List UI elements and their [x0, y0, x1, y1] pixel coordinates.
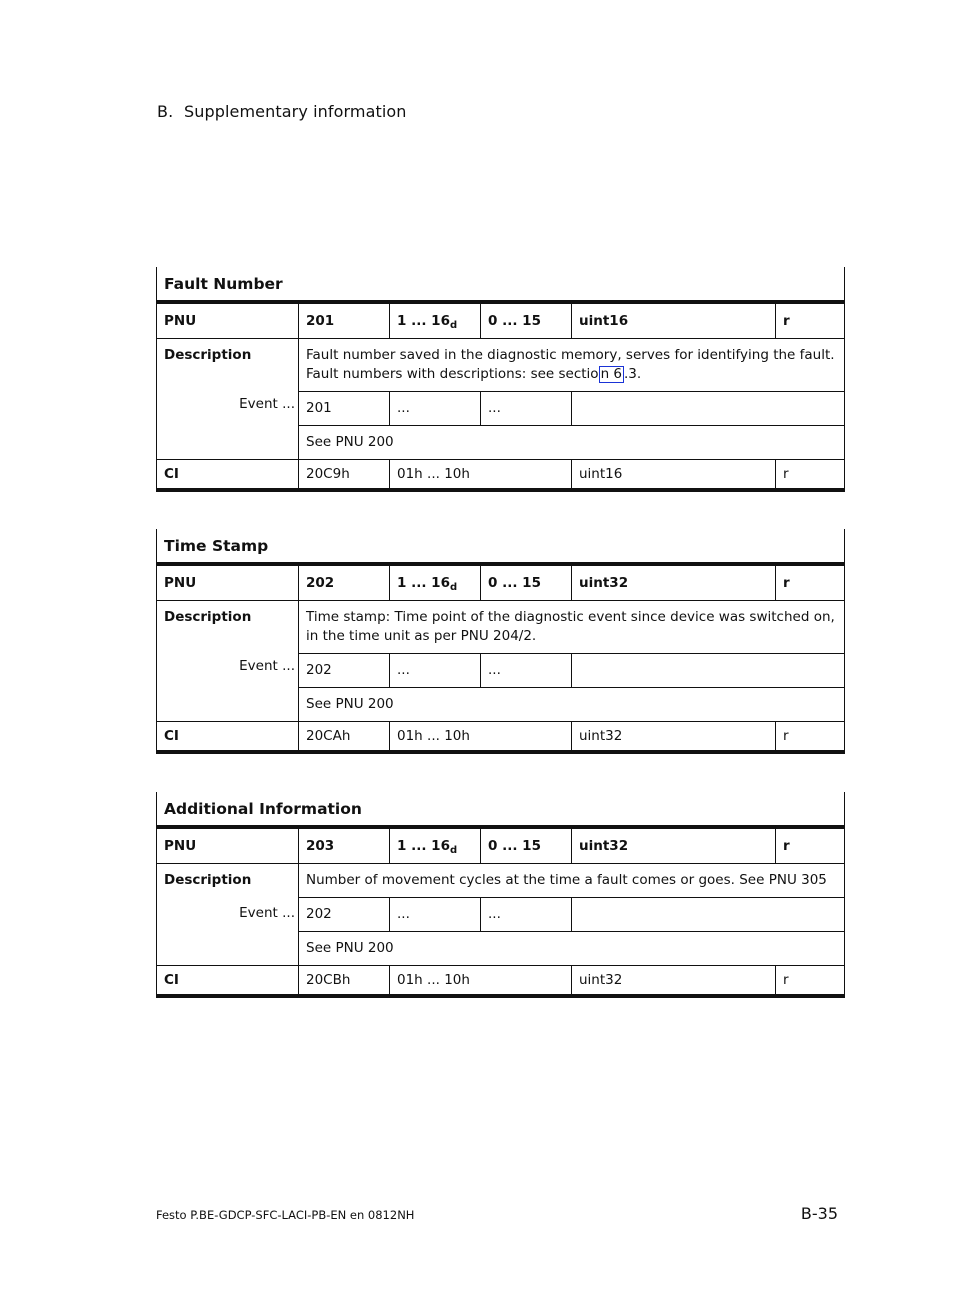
- event-label: Event ...: [239, 658, 295, 674]
- description-label: Description: [164, 347, 252, 363]
- parameter-table-fault-number: [156, 267, 845, 492]
- pnu-label: PNU: [157, 564, 299, 601]
- ci-access: r: [776, 966, 845, 997]
- subindex-range: 1 ... $16_d$: [390, 302, 481, 339]
- ci-row: [157, 460, 845, 491]
- data-type: uint32: [572, 827, 776, 864]
- section-number: B.: [157, 102, 174, 121]
- ci-subindex: 01h ... 10h: [390, 966, 572, 997]
- footer-doc-id: Festo P.BE-GDCP-SFC-LACI-PB-EN en 0812NH: [156, 1208, 415, 1222]
- event-col3: ...: [481, 654, 572, 688]
- section-title: Supplementary information: [184, 102, 407, 121]
- parameter-table-additional-information: [156, 792, 845, 998]
- ci-index: 20CAh: [299, 722, 390, 753]
- event-col2: ...: [390, 392, 481, 426]
- value-range: 0 ... 15: [481, 564, 572, 601]
- event-label: Event ...: [239, 905, 295, 921]
- event-empty: [572, 392, 845, 426]
- ci-type: uint32: [572, 722, 776, 753]
- value-range: 0 ... 15: [481, 302, 572, 339]
- section-header: [157, 102, 407, 121]
- parameter-table-time-stamp: [156, 529, 845, 754]
- ci-type: uint32: [572, 966, 776, 997]
- access-mode: r: [776, 302, 845, 339]
- pnu-number: 201: [299, 302, 390, 339]
- description-label-cell: [157, 339, 299, 460]
- ci-index: 20CBh: [299, 966, 390, 997]
- description-label-cell: [157, 864, 299, 966]
- ci-label: CI: [157, 966, 299, 997]
- ci-subindex: 01h ... 10h: [390, 460, 572, 491]
- see-reference: See PNU 200: [299, 688, 845, 722]
- see-reference: See PNU 200: [299, 932, 845, 966]
- pnu-row: [157, 302, 845, 339]
- event-col2: ...: [390, 654, 481, 688]
- ci-row: [157, 966, 845, 997]
- pnu-label: PNU: [157, 827, 299, 864]
- event-col1: 202: [299, 654, 390, 688]
- see-reference: See PNU 200: [299, 426, 845, 460]
- table-title: Fault Number: [157, 267, 845, 302]
- ci-label: CI: [157, 460, 299, 491]
- event-col1: 202: [299, 898, 390, 932]
- subindex-range: 1 ... $16_d$: [390, 827, 481, 864]
- description-label-cell: [157, 601, 299, 722]
- description-label: Description: [164, 872, 252, 888]
- pnu-number: 202: [299, 564, 390, 601]
- page-number: B-35: [800, 1204, 838, 1223]
- event-col3: ...: [481, 898, 572, 932]
- description-text: Time stamp: Time point of the diagnostic event since device was switched on, in the time unit as per PNU 204/2.: [299, 601, 845, 654]
- ci-access: r: [776, 460, 845, 491]
- pnu-row: [157, 564, 845, 601]
- section-link[interactable]: n 6: [600, 366, 623, 382]
- event-label: Event ...: [239, 396, 295, 412]
- ci-row: [157, 722, 845, 753]
- ci-label: CI: [157, 722, 299, 753]
- event-empty: [572, 654, 845, 688]
- pnu-row: [157, 827, 845, 864]
- pnu-number: 203: [299, 827, 390, 864]
- event-col1: 201: [299, 392, 390, 426]
- pnu-label: PNU: [157, 302, 299, 339]
- value-range: 0 ... 15: [481, 827, 572, 864]
- table-title: Additional Information: [157, 792, 845, 827]
- ci-access: r: [776, 722, 845, 753]
- event-col2: ...: [390, 898, 481, 932]
- data-type: uint16: [572, 302, 776, 339]
- ci-index: 20C9h: [299, 460, 390, 491]
- access-mode: r: [776, 564, 845, 601]
- ci-type: uint16: [572, 460, 776, 491]
- description-text: Number of movement cycles at the time a fault comes or goes. See PNU 305: [299, 864, 845, 898]
- event-col3: ...: [481, 392, 572, 426]
- data-type: uint32: [572, 564, 776, 601]
- table-title: Time Stamp: [157, 529, 845, 564]
- description-text: Fault number saved in the diagnostic memory, serves for identifying the fault. Fault numbers with descriptions: see sectio n 6 .3.: [299, 339, 845, 392]
- access-mode: r: [776, 827, 845, 864]
- subindex-range: 1 ... $16_d$: [390, 564, 481, 601]
- event-empty: [572, 898, 845, 932]
- description-label: Description: [164, 609, 252, 625]
- ci-subindex: 01h ... 10h: [390, 722, 572, 753]
